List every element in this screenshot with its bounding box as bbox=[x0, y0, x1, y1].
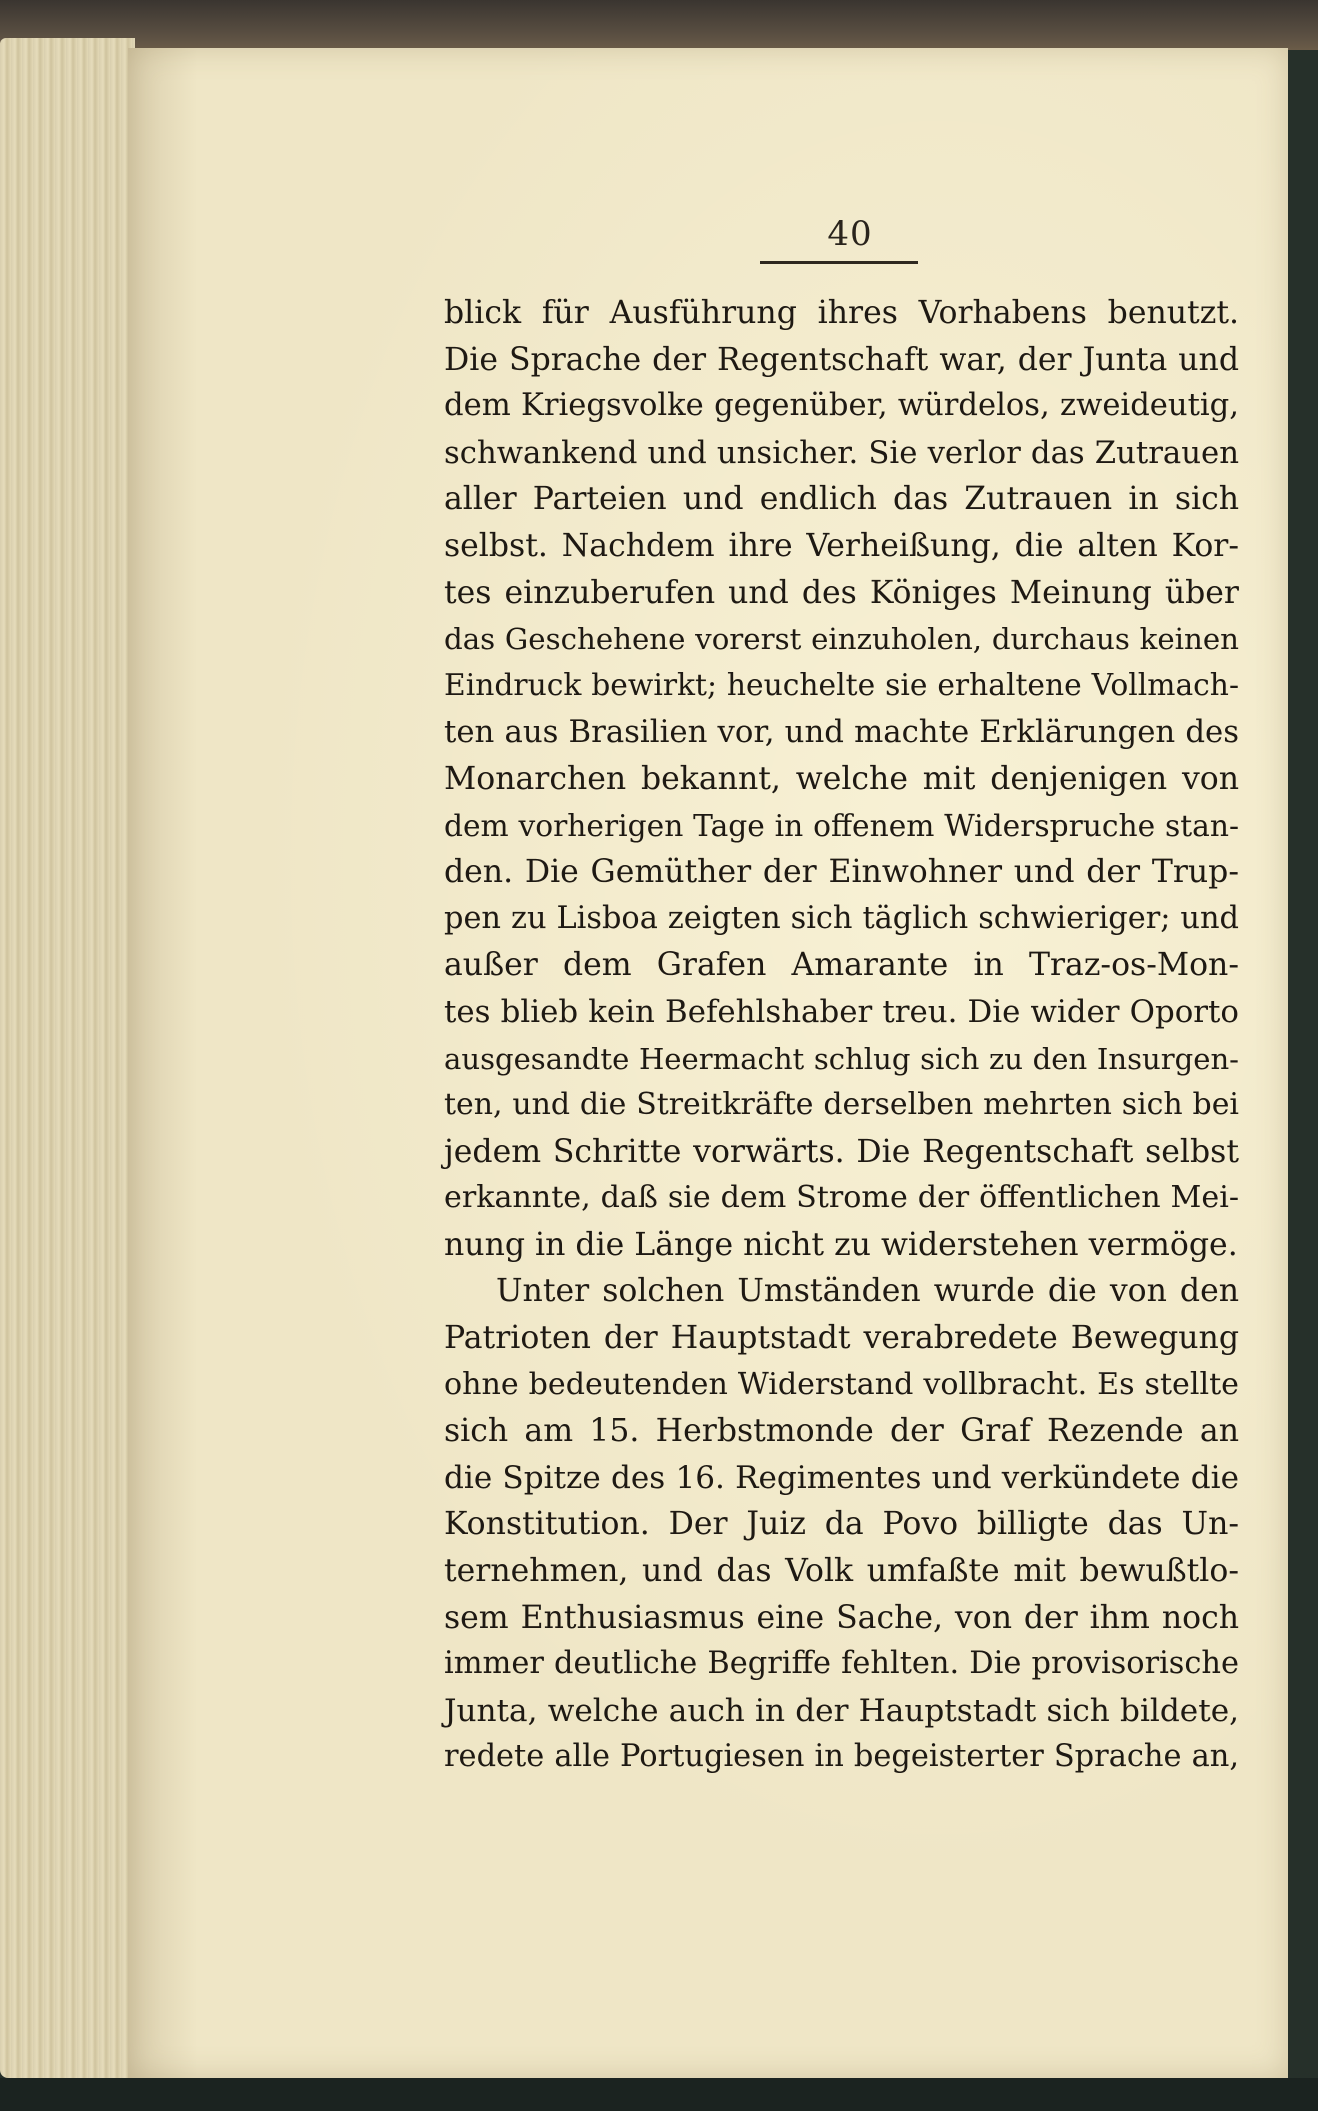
text-line: schwankend und unsicher. Sie verlor das Zutrauen bbox=[444, 434, 1239, 471]
text-line: selbst. Nachdem ihre Verheißung, die alten Kor- bbox=[444, 527, 1239, 564]
text-line: das Geschehene vorerst einzuholen, durchaus keinen bbox=[444, 622, 1239, 657]
text-line: die Spitze des 16. Regimentes und verkündete die bbox=[444, 1459, 1239, 1496]
text-line: jedem Schritte vorwärts. Die Regentschaft selbst bbox=[444, 1133, 1239, 1170]
text-line: nung in die Länge nicht zu widerstehen vermöge. bbox=[444, 1226, 1238, 1263]
text-line: sem Enthusiasmus eine Sache, von der ihm noch bbox=[444, 1599, 1239, 1636]
text-line: Die Sprache der Regentschaft war, der Junta und bbox=[444, 341, 1239, 378]
text-line: außer dem Grafen Amarante in Traz-os-Mon- bbox=[444, 947, 1239, 984]
text-line: den. Die Gemüther der Einwohner und der Trup- bbox=[444, 854, 1239, 891]
text-line: blick für Ausführung ihres Vorhabens benutzt. bbox=[444, 295, 1239, 331]
text-line: Patrioten der Hauptstadt verabredete Bewegung bbox=[444, 1320, 1239, 1357]
text-line: ten, und die Streitkräfte derselben mehrten sich bei bbox=[444, 1087, 1239, 1123]
body-text bbox=[444, 290, 1239, 1781]
text-line: Eindruck bewirkt; heuchelte sie erhaltene Vollmach- bbox=[444, 667, 1239, 703]
text-line: dem vorherigen Tage in offenem Widerspruche stan- bbox=[444, 807, 1239, 843]
text-line: ternehmen, und das Volk umfaßte mit bewußtlo- bbox=[444, 1553, 1239, 1590]
page-number: 40 bbox=[827, 214, 873, 254]
scan-background bbox=[0, 2078, 1318, 2111]
text-line: aller Parteien und endlich das Zutrauen in sich bbox=[444, 481, 1239, 518]
text-line: ten aus Brasilien vor, und machte Erklärungen des bbox=[444, 714, 1239, 751]
page-edges bbox=[0, 38, 135, 2078]
text-line: ausgesandte Heermacht schlug sich zu den Insurgen- bbox=[444, 1041, 1239, 1076]
text-line: Junta, welche auch in der Hauptstadt sich bildete, bbox=[444, 1692, 1239, 1729]
text-line: redete alle Portugiesen in begeisterter Sprache an, bbox=[444, 1739, 1239, 1775]
text-line: Monarchen bekannt, welche mit denjenigen von bbox=[444, 760, 1239, 797]
text-line: Konstitution. Der Juiz da Povo billigte das Un- bbox=[444, 1506, 1239, 1543]
text-line: sich am 15. Herbstmonde der Graf Rezende an bbox=[444, 1413, 1239, 1450]
text-line: pen zu Lisboa zeigten sich täglich schwieriger; und bbox=[444, 900, 1239, 936]
text-line: immer deutliche Begriffe fehlten. Die provisorische bbox=[444, 1646, 1239, 1682]
text-line: tes einzuberufen und des Königes Meinung über bbox=[444, 574, 1239, 611]
text-line: Unter solchen Umständen wurde die von den bbox=[496, 1273, 1239, 1310]
text-line: erkannte, daß sie dem Strome der öffentlichen Mei- bbox=[444, 1180, 1239, 1216]
text-line: tes blieb kein Befehlshaber treu. Die wider Oporto bbox=[444, 993, 1239, 1030]
header-rule bbox=[760, 261, 918, 264]
book-cover-top bbox=[0, 0, 1318, 50]
text-line: dem Kriegsvolke gegenüber, würdelos, zweideutig, bbox=[444, 388, 1239, 424]
text-line: ohne bedeutenden Widerstand vollbracht. Es stellte bbox=[444, 1366, 1239, 1402]
